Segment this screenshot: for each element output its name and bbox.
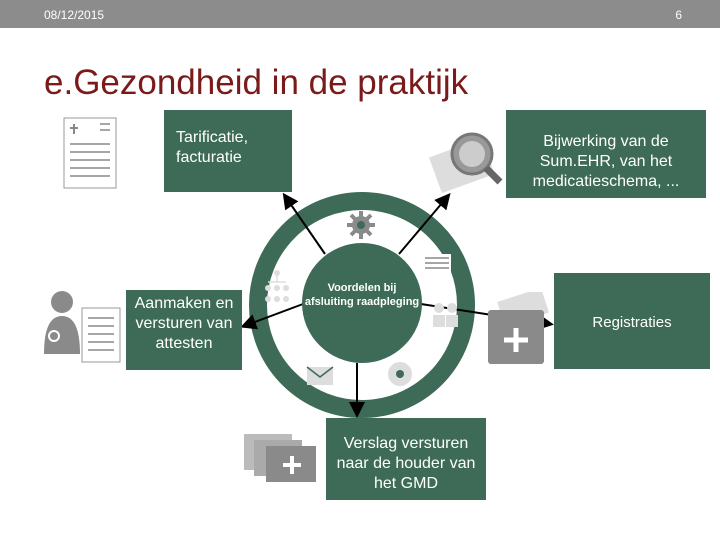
slide-number: 6 [675,8,682,22]
center-circle [302,243,422,363]
gear-icon [346,210,376,240]
center-label: Voordelen bij afsluiting raadpleging [304,282,420,308]
box-tarificatie: Tarificatie, facturatie [164,110,292,192]
doctor-icon [40,288,122,364]
medical-case-icon [484,292,550,366]
slide-date: 08/12/2015 [44,8,105,22]
people-icon [430,302,462,328]
document-icon [60,114,120,190]
box-bijwerking: Bijwerking van de Sum.EHR, van het medicatieschema, ... [506,110,706,198]
slide-title: e.Gezondheid in de praktijk [44,63,469,102]
box-registraties: Registraties [554,273,710,369]
document-list-icon [422,253,452,275]
disc-icon [386,360,414,388]
folders-icon [242,432,322,484]
hierarchy-icon [264,268,290,304]
mail-icon [306,364,334,386]
box-verslag: Verslag versturen naar de houder van het GMD [326,418,486,500]
box-aanmaken: Aanmaken en versturen van attesten [126,290,242,370]
magnifier-icon [424,126,504,196]
